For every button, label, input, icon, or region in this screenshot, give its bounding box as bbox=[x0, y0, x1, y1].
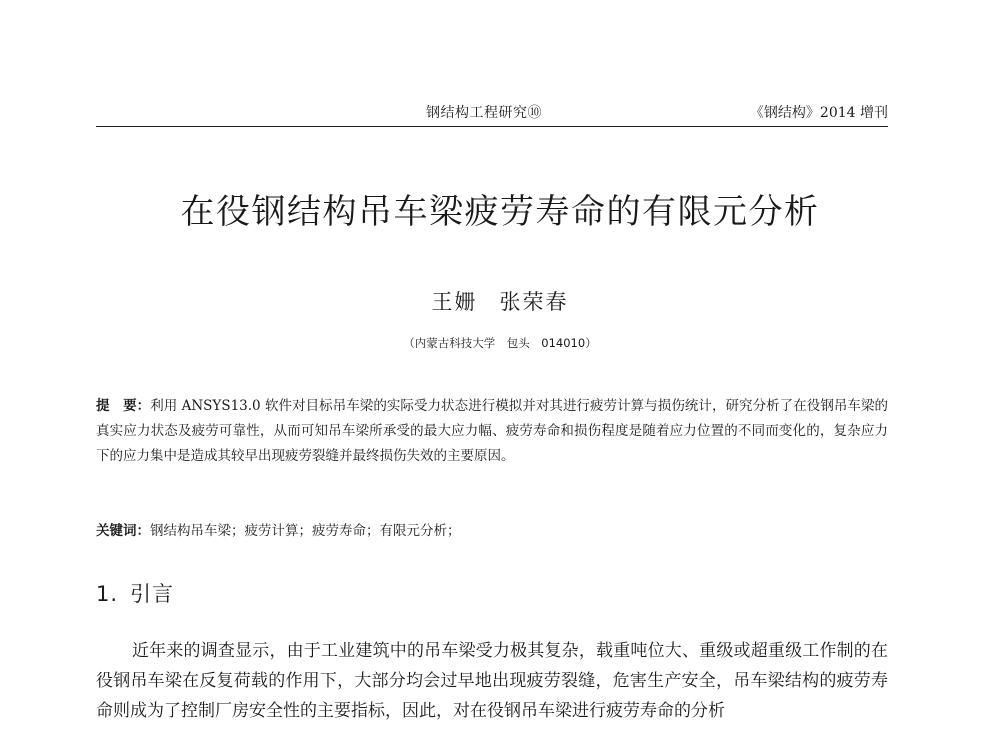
paper-title: 在役钢结构吊车梁疲劳寿命的有限元分析 bbox=[180, 192, 820, 232]
section-number: 1. bbox=[96, 582, 119, 606]
abstract bbox=[96, 394, 888, 469]
affiliation: （内蒙古科技大学 包头 014010） bbox=[403, 336, 597, 350]
author-name: 张荣春 bbox=[499, 290, 569, 314]
header-rule bbox=[96, 126, 888, 127]
keywords bbox=[96, 519, 888, 544]
section-title: 引言 bbox=[130, 582, 175, 606]
section-heading bbox=[96, 578, 174, 608]
running-header bbox=[96, 98, 888, 130]
abstract-text: 利用 ANSYS13.0 软件对目标吊车梁的实际受力状态进行模拟并对其进行疲劳计算与损伤统计，研究分析了在役钢吊车梁的真实应力状态及疲劳可靠性，从而可知吊车梁所承受的最大应力幅、疲劳寿命和损伤程度是随着应力位置的不同而变化的，复杂应力下的应力集中是造成其较早出现疲劳裂缝并最终损伤失效的主要原因。 bbox=[96, 398, 888, 464]
author-name: 王姗 bbox=[431, 290, 478, 314]
keywords-label: 关键词： bbox=[96, 523, 150, 539]
header-journal-info: 《钢结构》2014 增刊 bbox=[749, 105, 888, 121]
keywords-text: 钢结构吊车梁；疲劳计算；疲劳寿命；有限元分析； bbox=[150, 523, 461, 539]
abstract-label: 提 要： bbox=[96, 398, 151, 414]
author-list bbox=[0, 286, 1000, 316]
header-series-title: 钢结构工程研究⑩ bbox=[426, 105, 542, 121]
intro-paragraph: 近年来的调查显示，由于工业建筑中的吊车梁受力极其复杂，载重吨位大、重级或超重级工作制的在役钢吊车梁在反复荷载的作用下，大部分均会过早地出现疲劳裂缝，危害生产安全，吊车梁结构的疲劳寿命则成为了控制厂房安全性的主要指标，因此，对在役钢吊车梁进行疲劳寿命的分析 bbox=[96, 641, 888, 721]
